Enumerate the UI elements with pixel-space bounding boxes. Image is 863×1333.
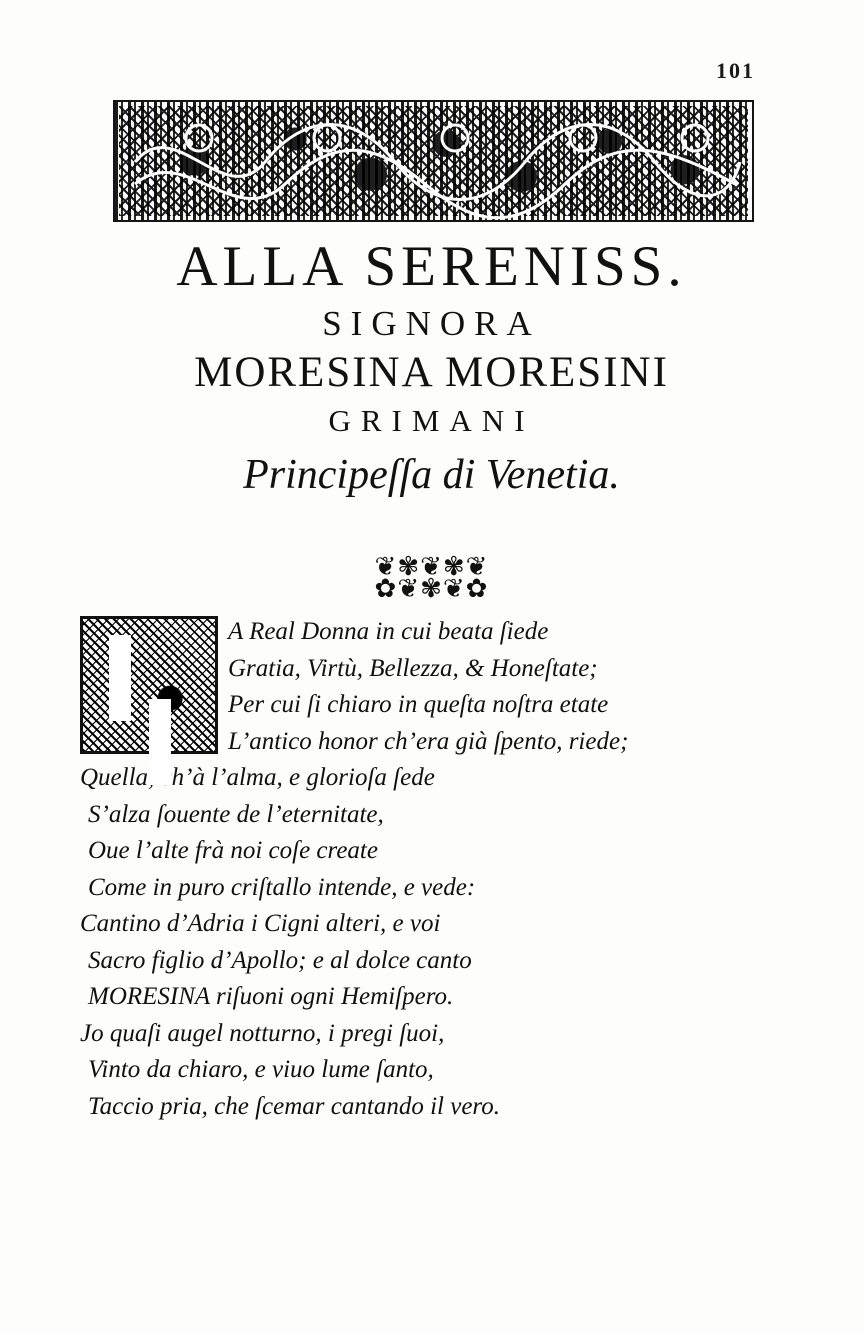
poem-line: Per cui ſi chiaro in queſta noſtra etate — [228, 691, 609, 718]
poem-line: Vinto da chiaro, e viuo lume ſanto, — [88, 1056, 434, 1083]
page-number: 101 — [716, 58, 755, 83]
headpiece-scrollwork-icon — [115, 102, 752, 220]
poem-line: Cantino d’Adria i Cigni alteri, e voi — [80, 910, 441, 937]
poem-line: MORESINA riſuoni ogni Hemiſpero. — [88, 983, 454, 1010]
poem-line: Come in puro criſtallo intende, e vede: — [88, 873, 476, 901]
poem-line: S’alza ſouente de l’eternitate, — [88, 800, 384, 828]
title-block — [0, 235, 863, 499]
title-line-addressee: ALLA SERENISS. — [176, 235, 687, 298]
poem-line: Gratia, Virtù, Bellezza, & Honeſtate; — [228, 654, 598, 682]
title-line-subtitle: Principeſſa di Venetia. — [243, 452, 620, 499]
headpiece-ornament — [113, 100, 754, 222]
decorated-initial-L — [80, 616, 218, 754]
poem-line: Quella, ch’à l’alma, e glorioſa ſede — [80, 764, 435, 791]
ornamental-divider — [0, 552, 863, 604]
title-line-surname: GRIMANI — [328, 403, 535, 439]
poem-line: Jo quaſi augel notturno, i pregi ſuoi, — [80, 1019, 445, 1047]
ornamental-divider-top: ❦✾❦✾❦ — [374, 552, 489, 581]
poem-line: Oue l’alte frà noi coſe create — [88, 837, 378, 864]
poem-line: Sacro figlio d’Apollo; e al dolce canto — [88, 946, 472, 974]
title-line-signora: SIGNORA — [322, 304, 541, 344]
poem-line: A Real Donna in cui beata ſiede — [228, 618, 549, 645]
ornamental-divider-bottom: ✿❦✾❦✿ — [374, 574, 489, 604]
poem-line: Taccio pria, che ſcemar cantando il vero. — [88, 1092, 500, 1120]
poem-body — [80, 614, 780, 1125]
poem-line: L’antico honor ch’era già ſpento, riede; — [228, 727, 629, 755]
title-line-name: MORESINA MORESINI — [194, 349, 669, 397]
